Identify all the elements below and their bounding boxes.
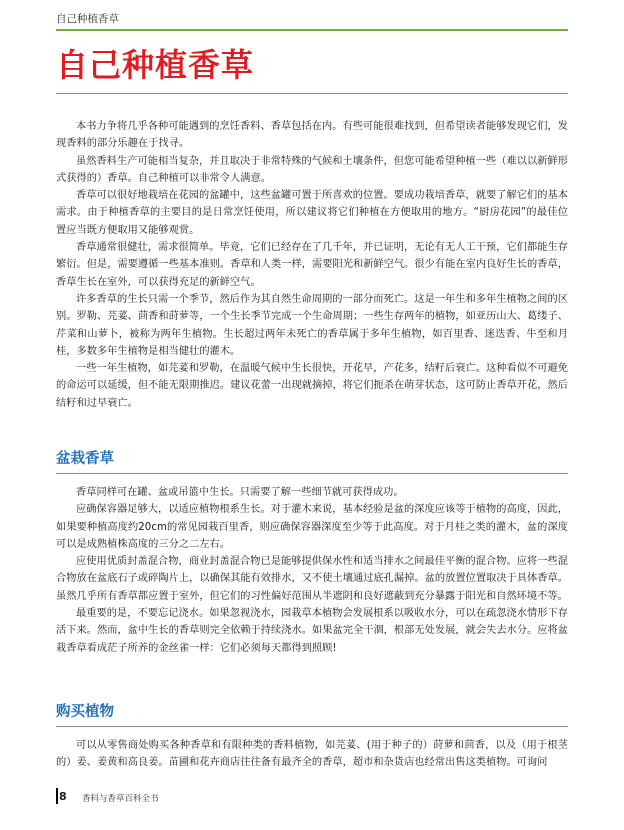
intro-paragraph: 香草可以很好地栽培在花园的盆罐中，这些盆罐可置于所喜欢的位置。要成功栽培香草，就要了解它们的基本需求。由于种植香草的主要目的是日常烹饪使用，所以建议将它们种植在方便取用的地方。“厨房花园”的最佳位置应当既方便取用又能够观赏。 [56,190,568,236]
pots-paragraph: 应使用优质封盖混合物，商业封盖混合物已是能够提供保水性和适当排水之间最佳平衡的混合物。应将一些混合物放在盆底石子或碎陶片上，以确保其能有效排水，又不使土壤通过底孔漏掉。盆的放置位置取决于具体香草。虽然几乎所有香草都应置于室外，但它们的习性偏好范围从半遮阴和良好遮蔽到充分暴露于阳光和自然环境不等。 [56,556,568,602]
intro-paragraph: 虽然香料生产可能相当复杂，并且取决于非常特殊的气候和土壤条件，但您可能希望种植一些（难以以新鲜形式获得的）香草。自己种植可以非常令人满意。 [56,155,568,184]
footer-bar [56,788,58,804]
pots-paragraph: 最重要的是，不要忘记浇水。如果忽视浇水，园栽草本植物会发展根系以吸收水分，可以在疏忽浇水情形下存活下来。然而，盆中生长的香草则完全依赖于持续浇水。如果盆完全干涸，根部无处发展，就会失去水分。应将盆栽香草看成茫子所养的金丝雀一样：它们必须每天都得到照顾! [56,608,568,654]
header-rule [56,29,568,31]
intro-paragraph: 本书力争将几乎各种可能遇到的烹饪香料、香草包括在内。有些可能很难找到，但希望读者能够发现它们，发现香料的部分乐趣在于找寻。 [56,121,568,150]
intro-paragraph: 许多香草的生长只需一个季节，然后作为其自然生命周期的一部分而死亡。这是一年生和多年生植物之间的区别。罗勒、芫荽、茴香和莳萝等，一个生长季节完成一个生命周期；一些生存两年的植物，如亚历山大、葛缕子、芹菜和山萝卜，被称为两年生植物。生长超过两年未死亡的香草属于多年生植物，如百里香、迷迭香、牛至和月桂，多数多年生植物是相当健壮的灌木。 [56,293,568,357]
intro-section [56,118,568,412]
pots-paragraph: 应确保容器足够大，以适应植物根系生长。对于灌木来说，基本经验是盆的深度应该等于植物的高度，因此，如果要种植高度约20cm的常见园栽百里香，则应确保容器深度至少等于此高度。对于月桂之类的灌木，盆的深度可以是成熟植株高度的三分之二左右。 [56,504,568,550]
buying-paragraph: 可以从零售商处购买各种香草和有限种类的香料植物，如芫荽、(用于种子的）莳萝和茴香，以及（用于根茎的）姜、姜黄和高良姜。苗圃和花卉商店往往备有最齐全的香草，超市和杂货店也经常出售这类植物。可询问 [56,740,568,769]
page-title: 自己种植香草 [56,46,255,84]
running-head: 自己种植香草 [56,13,119,25]
title-rule [56,93,568,94]
intro-paragraph: 一些一年生植物，如芫荽和罗勒，在温暖气候中生长很快，开花早，产花多，结籽后衰亡。这种看似不可避免的命运可以延缓，但不能无限期推迟。建议花蕾一出现就摘掉，将它们扼杀在萌芽状态，这可防止香草开花，然后结籽和过早衰亡。 [56,363,568,409]
section-heading-pots: 盆栽香草 [56,451,114,467]
section-rule [56,726,568,727]
pots-paragraph: 香草同样可在罐、盆或吊篮中生长。只需要了解一些细节就可获得成功。 [76,487,404,498]
section-rule [56,473,568,474]
buying-section [56,737,568,772]
pots-section [56,484,568,657]
intro-paragraph: 香草通常很健壮，需求很简单。毕竟，它们已经存在了几千年，并已证明，无论有无人工干预，它们都能生存繁衍。但是，需要遵循一些基本准则。香草和人类一样，需要阳光和新鲜空气。很少有能在室内良好生长的香草，香草生长在室外，可以获得充足的新鲜空气。 [56,242,568,288]
book-title: 香料与香草百科全书 [82,794,159,804]
section-heading-buying: 购买植物 [56,704,114,720]
page-number: 8 [59,790,67,803]
